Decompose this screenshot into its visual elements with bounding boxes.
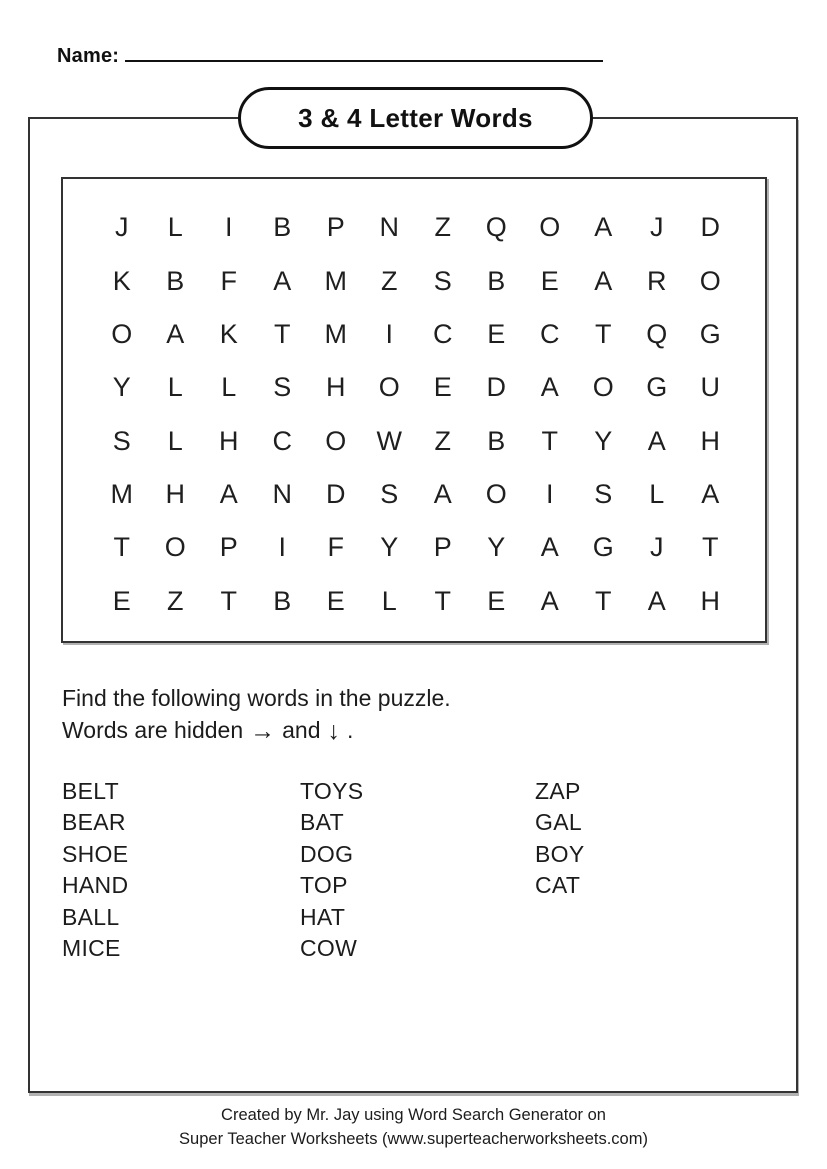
grid-letter: A xyxy=(647,425,666,456)
word-list-item: BEAR xyxy=(62,809,126,836)
footer-line-1: Created by Mr. Jay using Word Search Generator on xyxy=(221,1106,606,1124)
grid-letter: J xyxy=(115,212,129,243)
grid-letter: Y xyxy=(112,372,131,403)
grid-letter: H xyxy=(326,372,346,403)
grid-letter: A xyxy=(540,372,559,403)
grid-letter: Z xyxy=(434,425,451,456)
word-list-item: MICE xyxy=(62,935,121,962)
word-list-item: BOY xyxy=(535,840,585,867)
grid-letter: O xyxy=(485,479,507,510)
grid-letter: A xyxy=(433,479,452,510)
grid-letter: Z xyxy=(434,212,451,243)
grid-letter: U xyxy=(700,372,720,403)
grid-letter: B xyxy=(487,425,506,456)
name-fill-line xyxy=(125,42,603,62)
grid-letter: O xyxy=(164,532,186,563)
grid-letter: L xyxy=(167,425,183,456)
grid-letter: C xyxy=(540,318,560,349)
word-list-item: HAND xyxy=(62,872,129,899)
word-list-item: TOP xyxy=(300,872,348,899)
grid-letter: T xyxy=(595,585,612,616)
grid-letter: L xyxy=(381,585,397,616)
grid-letter: L xyxy=(167,212,183,243)
grid-letter: T xyxy=(113,532,130,563)
grid-letter: A xyxy=(647,585,666,616)
grid-letter: K xyxy=(112,265,131,296)
grid-letter: O xyxy=(539,212,561,243)
grid-letter: S xyxy=(380,479,399,510)
grid-letter: J xyxy=(650,212,664,243)
word-list-item: COW xyxy=(300,935,358,962)
grid-letter: E xyxy=(487,585,506,616)
grid-letter: Y xyxy=(487,532,506,563)
grid-letter: F xyxy=(327,532,344,563)
grid-letter: L xyxy=(649,479,665,510)
grid-letter: S xyxy=(433,265,452,296)
grid-letter: H xyxy=(165,479,185,510)
puzzle-title: 3 & 4 Letter Words xyxy=(298,102,533,133)
grid-letter: H xyxy=(219,425,239,456)
grid-letter: A xyxy=(594,212,613,243)
grid-letter: A xyxy=(594,265,613,296)
grid-letter: M xyxy=(110,479,133,510)
word-list-column xyxy=(300,776,363,964)
grid-letter: Z xyxy=(381,265,398,296)
grid-letter: R xyxy=(647,265,667,296)
grid-letter: E xyxy=(112,585,131,616)
word-list xyxy=(0,776,827,976)
grid-letter: O xyxy=(111,318,133,349)
grid-letter: N xyxy=(272,479,292,510)
grid-letter: O xyxy=(699,265,721,296)
name-row xyxy=(57,42,603,70)
grid-letter: A xyxy=(701,479,720,510)
grid-letter: P xyxy=(433,532,452,563)
grid-letter: T xyxy=(595,318,612,349)
grid-letter: C xyxy=(433,318,453,349)
word-list-item: DOG xyxy=(300,840,354,867)
grid-letter: B xyxy=(273,585,292,616)
grid-letter: A xyxy=(273,265,292,296)
grid-letter: B xyxy=(166,265,185,296)
grid-letter: H xyxy=(700,425,720,456)
word-list-item: GAL xyxy=(535,809,582,836)
grid-letter: H xyxy=(700,585,720,616)
grid-letter: Z xyxy=(167,585,184,616)
grid-letter: A xyxy=(166,318,185,349)
grid-letter: L xyxy=(221,372,237,403)
grid-letter: E xyxy=(433,372,452,403)
grid-letter: I xyxy=(385,318,393,349)
footer-line-2: Super Teacher Worksheets (www.superteacherworksheets.com) xyxy=(179,1129,648,1148)
grid-letter: E xyxy=(540,265,559,296)
word-list-item: BALL xyxy=(62,903,120,930)
grid-letter: S xyxy=(112,425,131,456)
grid-letter: O xyxy=(378,372,400,403)
grid-letter: T xyxy=(702,532,719,563)
word-search-grid-box xyxy=(61,177,767,643)
puzzle-title-pill xyxy=(238,87,593,149)
word-list-item: ZAP xyxy=(535,778,581,804)
grid-letter: Y xyxy=(594,425,613,456)
grid-letter: G xyxy=(646,372,668,403)
grid-letter: A xyxy=(219,479,238,510)
grid-letter: D xyxy=(326,479,346,510)
grid-letter: D xyxy=(486,372,506,403)
grid-letter: M xyxy=(324,265,347,296)
word-list-item: TOYS xyxy=(300,778,364,804)
grid-letter: T xyxy=(434,585,451,616)
word-list-item: BELT xyxy=(62,778,120,804)
word-list-item: CAT xyxy=(535,872,581,899)
grid-letter: E xyxy=(326,585,345,616)
word-search-grid xyxy=(95,201,737,628)
grid-letter: N xyxy=(379,212,399,243)
grid-letter: L xyxy=(167,372,183,403)
instruction-line-2 xyxy=(62,714,451,746)
grid-letter: M xyxy=(324,318,347,349)
grid-letter: K xyxy=(219,318,238,349)
grid-letter: Y xyxy=(380,532,399,563)
grid-letter: G xyxy=(699,318,721,349)
grid-letter: W xyxy=(376,425,402,456)
grid-letter: G xyxy=(592,532,614,563)
grid-letter: A xyxy=(540,532,559,563)
word-list-item: BAT xyxy=(300,809,344,836)
grid-letter: E xyxy=(487,318,506,349)
grid-letter: T xyxy=(541,425,558,456)
grid-letter: I xyxy=(224,212,233,243)
grid-letter: F xyxy=(220,265,237,296)
grid-letter: C xyxy=(272,425,292,456)
grid-letter: S xyxy=(594,479,613,510)
grid-letter: P xyxy=(219,532,238,563)
instruction-line-2-prefix: Words are hidden xyxy=(62,717,244,743)
down-arrow-icon: ↓ xyxy=(327,717,340,745)
footer-credit xyxy=(0,1104,827,1151)
word-list-column xyxy=(62,776,128,964)
grid-letter: J xyxy=(650,532,664,563)
grid-letter: O xyxy=(325,425,347,456)
instruction-line-1: Find the following words in the puzzle. xyxy=(62,685,451,711)
word-list-item: SHOE xyxy=(62,840,129,867)
name-label: Name: xyxy=(57,45,120,67)
grid-letter: I xyxy=(545,479,554,510)
grid-letter: I xyxy=(278,532,286,563)
grid-letter: D xyxy=(700,212,720,243)
grid-letter: Q xyxy=(485,212,507,243)
right-arrow-icon: → xyxy=(250,717,276,745)
grid-letter: T xyxy=(220,585,237,616)
word-list-column xyxy=(535,776,584,902)
grid-letter: T xyxy=(274,318,291,349)
grid-letter: B xyxy=(273,212,292,243)
instructions xyxy=(62,682,451,746)
instruction-line-2-period: . xyxy=(347,717,354,743)
grid-letter: O xyxy=(592,372,614,403)
grid-letter: S xyxy=(273,372,292,403)
grid-letter: A xyxy=(540,585,559,616)
instruction-line-2-and: and xyxy=(282,717,321,743)
word-list-item: HAT xyxy=(300,903,346,930)
grid-letter: P xyxy=(326,212,345,243)
grid-letter: Q xyxy=(646,318,668,349)
grid-letter: B xyxy=(487,265,506,296)
